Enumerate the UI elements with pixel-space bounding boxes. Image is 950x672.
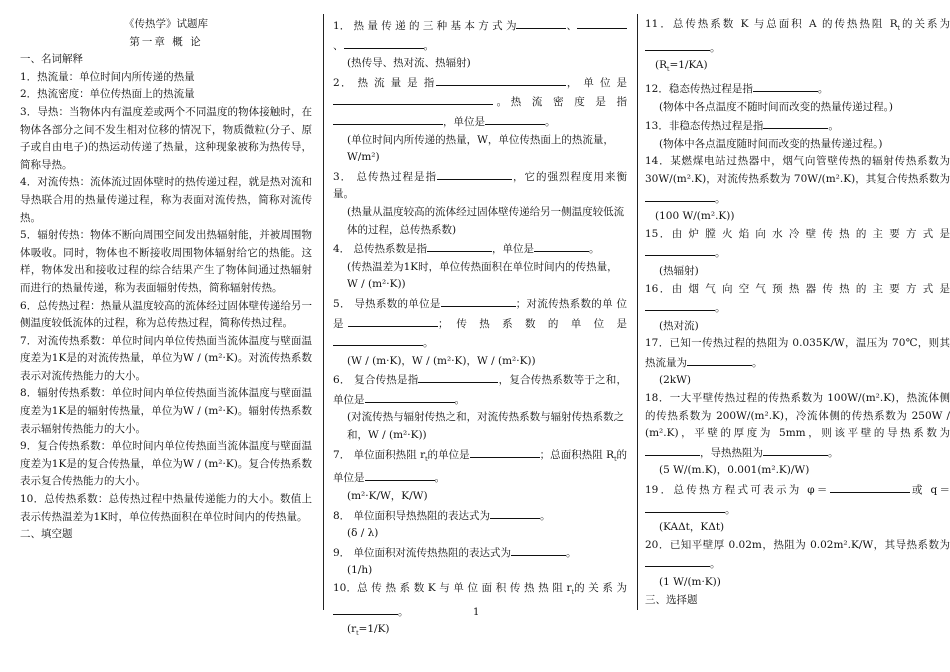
question-16: 16．由 烟 气 向 空 气 预 热 器 传 热 的 主 要 方 式 是。 — [645, 282, 950, 315]
answer-blank[interactable] — [511, 543, 566, 556]
column-divider — [637, 14, 638, 610]
answer-blank[interactable] — [485, 112, 545, 125]
doc-title: 《传热学》试题库 — [124, 18, 208, 30]
question-15: 15．由 炉 膛 火 焰 向 水 冷 壁 传 热 的 主 要 方 式 是。 — [645, 227, 950, 260]
column-right — [645, 16, 950, 609]
answer-text: $(R_t=1/KA)$ — [655, 59, 708, 74]
answer-text: (物体中各点温度不随时间而改变的热量传递过程。) — [659, 100, 893, 113]
question-3: 3． 总传热过程是指 ，它的强烈程度用来衡量。 — [333, 167, 627, 204]
section-heading-choice: 三、选择题 — [645, 593, 698, 606]
question-11: 11．总传热系数 K 与总面积 A 的传热热阻 $R_t$的关系为。 — [645, 18, 950, 54]
question-8: 8． 单位面积导热热阻的表达式为 。 — [333, 506, 627, 526]
question-5: 5． 导热系数的单位是 ；对流传热系数的单 位 是 ； 传 热 系 数 的 单 位 是。 — [333, 294, 627, 353]
question-10: 10．总 传 热 系 数 K 与 单 位 面 积 传 热 热 阻 $r_t$的 关 系 为。 — [333, 581, 627, 618]
answer-blank[interactable] — [645, 189, 715, 202]
definition-item: 1．热流量：单位时间内所传递的热量 — [20, 70, 195, 83]
section-heading-terms: 一、名词解释 — [20, 53, 83, 66]
definition-item: 9．复合传热系数：单位时间内单位传热面当流体温度与壁面温度差为1K是的复合传热量，单位为W / (m²·K)。复合传热系数表示复合传热能力的大小。 — [20, 440, 312, 488]
definition-item: 2．热流密度：单位传热面上的热流量 — [20, 88, 195, 101]
answer-text: (2kW) — [659, 374, 692, 387]
question-9: 9． 单位面积对流传热热阻的表达式为 。 — [333, 543, 627, 563]
page-number: 1 — [473, 607, 480, 618]
answer-blank[interactable] — [437, 167, 512, 180]
answer-blank[interactable] — [645, 298, 715, 311]
section-heading-fill-in: 二、填空题 — [20, 528, 73, 541]
answer-blank[interactable] — [333, 92, 493, 105]
column-middle — [333, 16, 627, 643]
chapter-title: 第一章 概 论 — [129, 35, 203, 48]
question-2: 2． 热 流 量 是 指 ， 单 位 是。热 流 密 度 是 指，单位是 。 — [333, 73, 627, 132]
answer-text: (热对流) — [659, 319, 699, 332]
answer-blank[interactable] — [830, 480, 910, 493]
question-20: 20．已知平壁厚 0.02m，热阻为 0.02m².K/W，其导热系数为。 — [645, 538, 950, 571]
answer-text: (5 W/(m.K)，0.001(m².K)/W) — [659, 464, 810, 477]
answer-blank[interactable] — [365, 390, 455, 403]
answer-blank[interactable] — [763, 443, 828, 456]
answer-text: (传热温差为1K时，单位传热面积在单位时间内的传热量，W / (m²·K)) — [347, 260, 618, 291]
definition-item: 3．导热：当物体内有温度差或两个不同温度的物体接触时，在物体各部分之间不发生相对位移的情况下，物质微粒(分子、原子或自由电子)的热运动传递了热量，这种现象被称为热传导，简称导热。 — [20, 105, 312, 171]
answer-blank[interactable] — [470, 445, 540, 458]
answer-blank[interactable] — [333, 333, 423, 346]
definition-item: 10．总传热系数：总传热过程中热量传递能力的大小。数值上表示传热温差为1K时，单位传热面积在单位时间内的传热量。 — [20, 493, 312, 523]
column-divider — [323, 14, 324, 610]
answer-blank[interactable] — [333, 602, 398, 615]
answer-blank[interactable] — [687, 353, 752, 366]
answer-blank[interactable] — [490, 506, 540, 519]
question-1: 1． 热 量 传 递 的 三 种 基 本 方 式 为 、、 。 — [333, 16, 627, 55]
answer-blank[interactable] — [333, 112, 443, 125]
answer-blank[interactable] — [534, 239, 589, 252]
answer-blank[interactable] — [763, 116, 828, 129]
answer-text: (W / (m·K)，W / (m²·K)，W / (m²·K)) — [347, 354, 536, 367]
column-left — [20, 16, 312, 544]
answer-text: (对流传热与辐射传热之和，对流传热系数与辐射传热系数之和，W / (m²·K)) — [347, 411, 625, 442]
answer-blank[interactable] — [577, 16, 627, 29]
answer-text: $(r_t=1/K)$ — [347, 623, 390, 638]
answer-text: (热传导、热对流、热辐射) — [347, 57, 471, 70]
answer-blank[interactable] — [427, 239, 492, 252]
question-19: 19．总传热方程式可表示为 φ＝ 或 q＝。 — [645, 480, 950, 519]
question-12: 12．稳态传热过程是指 。 — [645, 79, 950, 99]
answer-text: (δ / λ) — [347, 527, 379, 540]
answer-text: (单位时间内所传递的热量，W，单位传热面上的热流量，W/m²) — [347, 133, 614, 164]
answer-blank[interactable] — [645, 443, 700, 456]
answer-text: (1/h) — [347, 564, 373, 577]
question-4: 4． 总传热系数是指 ，单位是 。 — [333, 239, 627, 259]
definition-item: 4．对流传热：流体流过固体壁时的热传递过程，就是热对流和导热联合用的热量传递过程，称为表面对流传热，简称对流传热。 — [20, 176, 312, 224]
question-14: 14．某燃煤电站过热器中，烟气向管壁传热的辐射传热系数为 30W/(m².K)，对流传热系数为 70W/(m².K)，其复合传热系数为。 — [645, 155, 950, 205]
answer-text: (物体中各点温度随时间而改变的热量传递过程。) — [659, 137, 883, 150]
definition-item: 5．辐射传热：物体不断向周围空间发出热辐射能，并被周围物体吸收。同时，物体也不断接收周围物体辐射给它的热能。这样，物体发出和接收过程的综合结果产生了物体间通过热辐射而进行的热量传递，称为表面辐射传热，简称辐射传热。 — [20, 229, 312, 294]
answer-text: (100 W/(m².K)) — [655, 210, 735, 223]
answer-text: (1 W/(m·K)) — [659, 576, 721, 588]
answer-blank[interactable] — [645, 500, 725, 513]
answer-blank[interactable] — [645, 38, 710, 51]
answer-blank[interactable] — [753, 79, 818, 92]
answer-text: (m²·K/W，K/W) — [347, 489, 428, 502]
definition-item: 8．辐射传热系数：单位时间内单位传热面当流体温度与壁面温度差为1K是的辐射传热量，单位为W / (m²·K)。辐射传热系数表示辐射传热能力的大小。 — [20, 387, 312, 435]
question-18: 18．一大平壁传热过程的传热系数为 100W/(m².K)，热流体侧的传热系数为 200W/(m².K)，冷流体侧的传热系数为 250W / (m².K)，平壁的厚度为 5mm，则该平壁的导热系数为，导热热阻为 。 — [645, 392, 950, 459]
answer-blank[interactable] — [348, 314, 438, 327]
answer-blank[interactable] — [645, 243, 715, 256]
question-13: 13．非稳态传热过程是指 。 — [645, 116, 950, 136]
answer-text: (热量从温度较高的流体经过固体壁传递给另一侧温度较低流体的过程，总传热系数) — [347, 205, 625, 236]
answer-text: (热辐射) — [659, 264, 699, 277]
answer-blank[interactable] — [645, 554, 710, 567]
answer-blank[interactable] — [516, 16, 566, 29]
answer-blank[interactable] — [418, 370, 498, 383]
answer-blank[interactable] — [344, 36, 424, 49]
answer-blank[interactable] — [441, 294, 516, 307]
question-7: 7． 单位面积热阻 $r_t$的单位是 ；总面积热阻 $R_t$的单位是 。 — [333, 445, 627, 488]
question-17: 17．已知一传热过程的热阻为 0.035K/W，温压为 70℃，则其热流量为 。 — [645, 337, 950, 369]
definition-item: 7．对流传热系数：单位时间内单位传热面当流体温度与壁面温度差为1K是的对流传热量，单位为W / (m²·K)。对流传热系数表示对流传热能力的大小。 — [20, 334, 312, 382]
answer-blank[interactable] — [365, 468, 435, 481]
answer-text: (KAΔt，KΔt) — [659, 521, 725, 534]
question-6: 6． 复合传热是指 ，复合传热系数等于之和，单位是 。 — [333, 370, 627, 409]
answer-blank[interactable] — [436, 73, 566, 86]
definition-item: 6．总传热过程：热量从温度较高的流体经过固体壁传递给另一侧温度较低流体的过程，称为总传热过程，简称传热过程。 — [20, 299, 312, 330]
